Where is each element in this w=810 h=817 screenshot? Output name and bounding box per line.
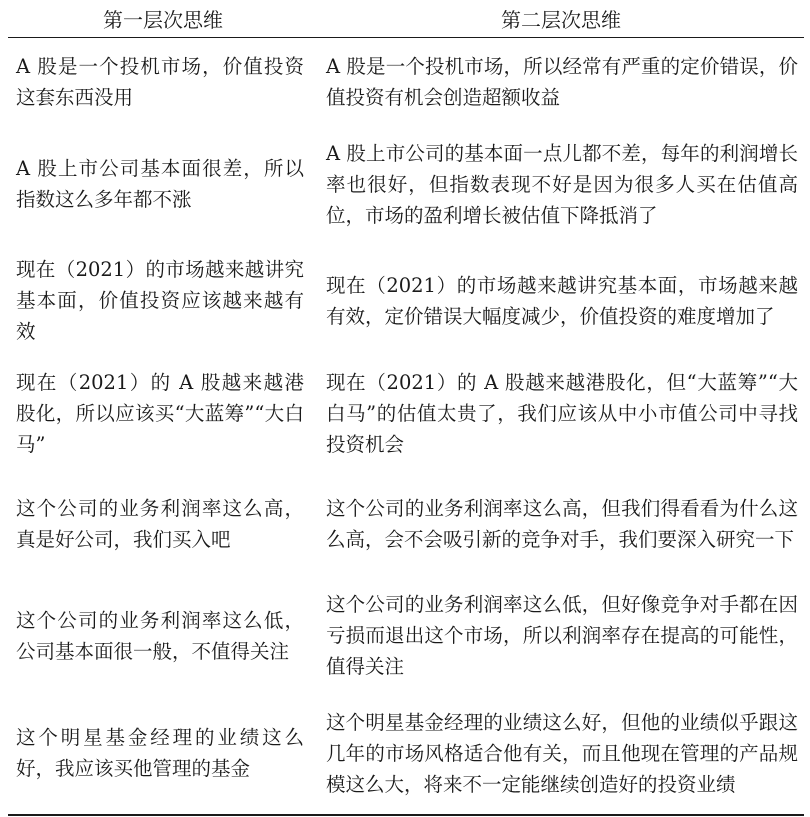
first-level-cell: A 股是一个投机市场，价值投资这套东西没用 bbox=[16, 55, 304, 109]
table-header bbox=[8, 0, 804, 38]
second-level-cell: 这个明星基金经理的业绩这么好，但他的业绩似乎跟这几年的市场风格适合他有关，而且他现在管理的产品规模这么大，将来不一定能继续创造好的投资业绩 bbox=[318, 692, 804, 815]
first-level-cell: 现在（2021）的市场越来越讲究基本面，价值投资应该越来越有效 bbox=[16, 258, 304, 343]
first-level-cell: 现在（2021）的 A 股越来越港股化，所以应该买“大蓝筹”“大白马” bbox=[16, 371, 304, 456]
second-level-cell: 这个公司的业务利润率这么低，但好像竞争对手都在因亏损而退出这个市场，所以利润率存在提高的可能性，值得关注 bbox=[326, 593, 798, 678]
first-level-cell: 这个公司的业务利润率这么低，公司基本面很一般，不值得关注 bbox=[16, 608, 304, 663]
first-level-cell: A 股上市公司基本面很差，所以指数这么多年都不涨 bbox=[16, 157, 304, 211]
header-row bbox=[8, 0, 804, 38]
second-level-cell: A 股是一个投机市场，所以经常有严重的定价错误，价值投资有机会创造超额收益 bbox=[326, 55, 798, 109]
table-row bbox=[8, 242, 804, 359]
table-row bbox=[8, 38, 804, 127]
header-first-level-thinking: 第一层次思维 bbox=[8, 0, 318, 38]
first-level-cell: 这个明星基金经理的业绩这么好，我应该买他管理的基金 bbox=[8, 692, 318, 815]
second-level-cell: 现在（2021）的市场越来越讲究基本面，市场越来越有效，定价错误大幅度减少，价值投资的难度增加了 bbox=[326, 273, 798, 328]
header-second-level-thinking: 第二层次思维 bbox=[318, 0, 804, 38]
second-level-cell: A 股上市公司的基本面一点儿都不差，每年的利润增长率也很好，但指数表现不好是因为很多人买在估值高位，市场的盈利增长被估值下降抵消了 bbox=[326, 141, 798, 227]
table-row bbox=[8, 126, 804, 242]
second-level-cell: 这个公司的业务利润率这么高，但我们得看看为什么这么高，会不会吸引新的竞争对手，我们要深入研究一下 bbox=[326, 496, 798, 551]
second-level-cell: 现在（2021）的 A 股越来越港股化，但“大蓝筹”“大白马”的估值太贵了，我们应该从中小市值公司中寻找投资机会 bbox=[326, 371, 798, 456]
table-row bbox=[8, 579, 804, 692]
table-row bbox=[8, 692, 804, 815]
first-level-cell: 这个公司的业务利润率这么高，真是好公司，我们买入吧 bbox=[16, 496, 304, 551]
table-row bbox=[8, 359, 804, 468]
table-row bbox=[8, 468, 804, 579]
table-body bbox=[8, 38, 804, 816]
comparison-table bbox=[8, 0, 804, 816]
